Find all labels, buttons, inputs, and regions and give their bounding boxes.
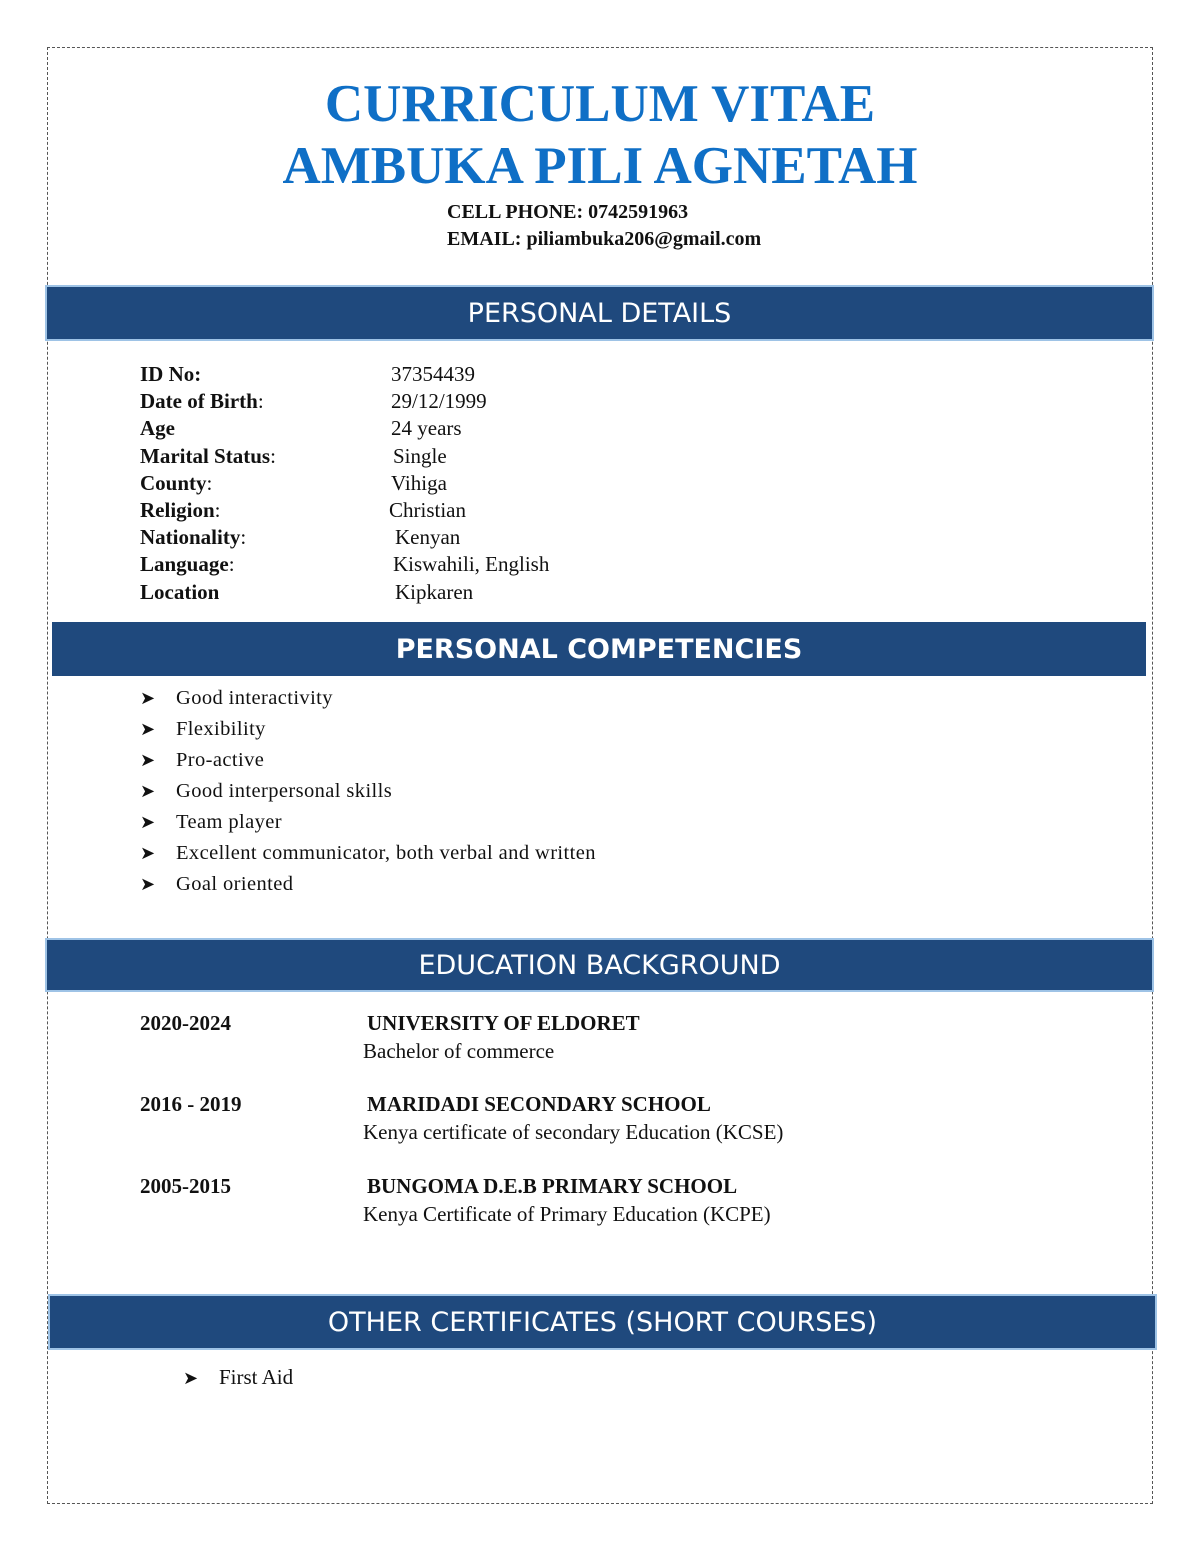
detail-label: County: [140,470,213,495]
list-item: ➤ Goal oriented [140,869,596,900]
list-item: ➤ Team player [140,807,596,838]
detail-value: Kenyan [395,525,461,550]
detail-value: Kipkaren [395,579,474,604]
detail-value: Kiswahili, English [393,552,550,577]
arrow-bullet-icon: ➤ [140,688,156,709]
education-years: 2020-2024 [140,1011,231,1035]
arrow-bullet-icon: ➤ [140,843,156,864]
section-heading-education: EDUCATION BACKGROUND [47,940,1152,990]
arrow-bullet-icon: ➤ [140,781,156,802]
education-years: 2005-2015 [140,1174,231,1198]
document-title: CURRICULUM VITAE [324,75,876,133]
competencies-list [140,683,596,900]
section-heading-other-certificates: OTHER CERTIFICATES (SHORT COURSES) [50,1296,1155,1348]
list-item: ➤ Pro-active [140,745,596,776]
detail-value: Single [393,443,447,468]
detail-label: Nationality: [140,525,247,550]
list-item: ➤ Flexibility [140,714,596,745]
education-school: MARIDADI SECONDARY SCHOOL [367,1092,711,1116]
list-item: ➤ Excellent communicator, both verbal and written [140,838,596,869]
education-school: UNIVERSITY OF ELDORET [367,1011,640,1035]
detail-label: Language: [140,552,235,577]
section-heading-personal-details: PERSONAL DETAILS [47,287,1152,339]
education-award: Kenya Certificate of Primary Education (KCPE) [363,1202,771,1226]
detail-value: 24 years [391,416,462,441]
email: EMAIL: piliambuka206@gmail.com [447,228,762,250]
detail-value: 29/12/1999 [391,389,487,414]
detail-value: Christian [389,497,466,522]
list-item: ➤ First Aid [183,1362,293,1393]
list-item: ➤ Good interactivity [140,683,596,714]
detail-label: Age [140,416,175,441]
arrow-bullet-icon: ➤ [140,719,156,740]
arrow-bullet-icon: ➤ [140,750,156,771]
cell-phone: CELL PHONE: 0742591963 [447,201,689,223]
detail-value: Vihiga [391,470,447,495]
arrow-bullet-icon: ➤ [140,812,156,833]
detail-label: ID No: [140,362,202,386]
education-years: 2016 - 2019 [140,1092,242,1116]
education-school: BUNGOMA D.E.B PRIMARY SCHOOL [367,1174,738,1198]
education-award: Kenya certificate of secondary Education (KCSE) [363,1120,784,1144]
detail-value: 37354439 [391,362,475,386]
list-item: ➤ Good interpersonal skills [140,776,596,807]
detail-label: Location [140,579,220,604]
candidate-name: AMBUKA PILI AGNETAH [282,137,918,195]
arrow-bullet-icon: ➤ [183,1368,199,1389]
certificates-list [183,1362,293,1393]
detail-label: Religion: [140,497,221,522]
section-heading-personal-competencies: PERSONAL COMPETENCIES [52,622,1146,676]
arrow-bullet-icon: ➤ [140,874,156,895]
detail-label: Date of Birth: [140,389,264,414]
education-award: Bachelor of commerce [363,1039,555,1063]
detail-label: Marital Status: [140,443,276,468]
